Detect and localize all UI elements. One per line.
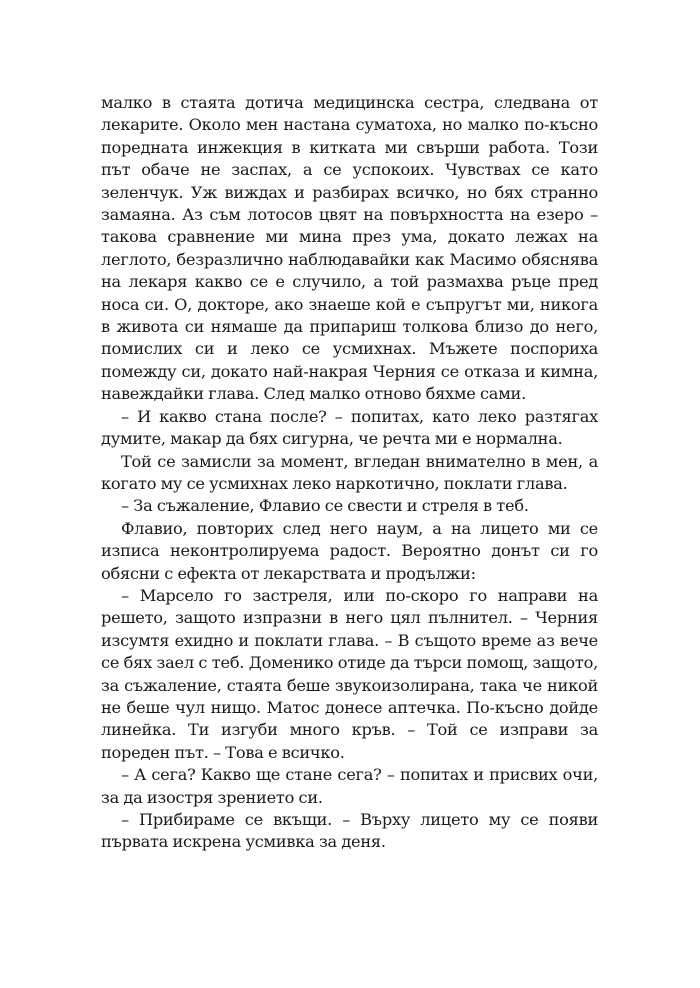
paragraph: – Прибираме се вкъщи. – Върху лицето му се появи първата искрена усмивка за деня. <box>101 810 598 852</box>
paragraph: малко в стаята дотича медицинска сестра, следвана от лекарите. Около мен настана суматоха, но малко по-късно поредната инжекция в китката ми свърши работа. Този път обаче не заспах, а се успокоих. Чувствах се като зеленчук. Уж виждах и разбирах всичко, но бях странно замаяна. Аз съм лотосов цвят на повърхността на езеро – такова сравнение ми мина през ума, докато лежах на леглото, безразлично наблюдавайки как Масимо обяснява на лекаря какво се е случило, а той размахва ръце пред носа си. О, докторе, ако знаеше кой е съпругът ми, никога в живота си нямаше да припариш толкова близо до него, помислих си и леко се усмихнах. Мъжете поспориха помежду си, докато най-накрая Черния се отказа и кимна, навеждайки глава. След малко отново бяхме сами. <box>101 93 598 404</box>
paragraph: – За съжаление, Флавио се свести и стреля в теб. <box>121 496 529 516</box>
paragraph: – И какво стана после? – попитах, като леко разтягах думите, макар да бях сигурна, че речта ми е нормална. <box>101 406 598 449</box>
page-text <box>101 92 598 854</box>
paragraph: – Марсело го застреля, или по-скоро го направи на решето, защото изпразни в него цял пълнител. – Черния изсумтя ехидно и поклати глава. – В същото време аз вече се бях заел с теб. Доменико отиде да търси помощ, защото, за съжаление, стаята беше звукоизолирана, така че никой не беше чул нищо. Матос донесе аптечка. По-късно дойде линейка. Ти изгуби много кръв. – Той се изправи за пореден път. – Това е всичко. <box>101 585 598 762</box>
paragraph: Той се замисли за момент, вгледан внимателно в мен, а когато му се усмихнах леко наркотично, поклати глава. <box>101 451 598 493</box>
paragraph: Флавио, повторих след него наум, а на лицето ми се изписа неконтролируема радост. Вероятно донът си го обясни с ефекта от лекарствата и продължи: <box>101 518 598 583</box>
paragraph: – А сега? Какво ще стане сега? – попитах и присвих очи, за да изостря зрението си. <box>101 765 598 807</box>
